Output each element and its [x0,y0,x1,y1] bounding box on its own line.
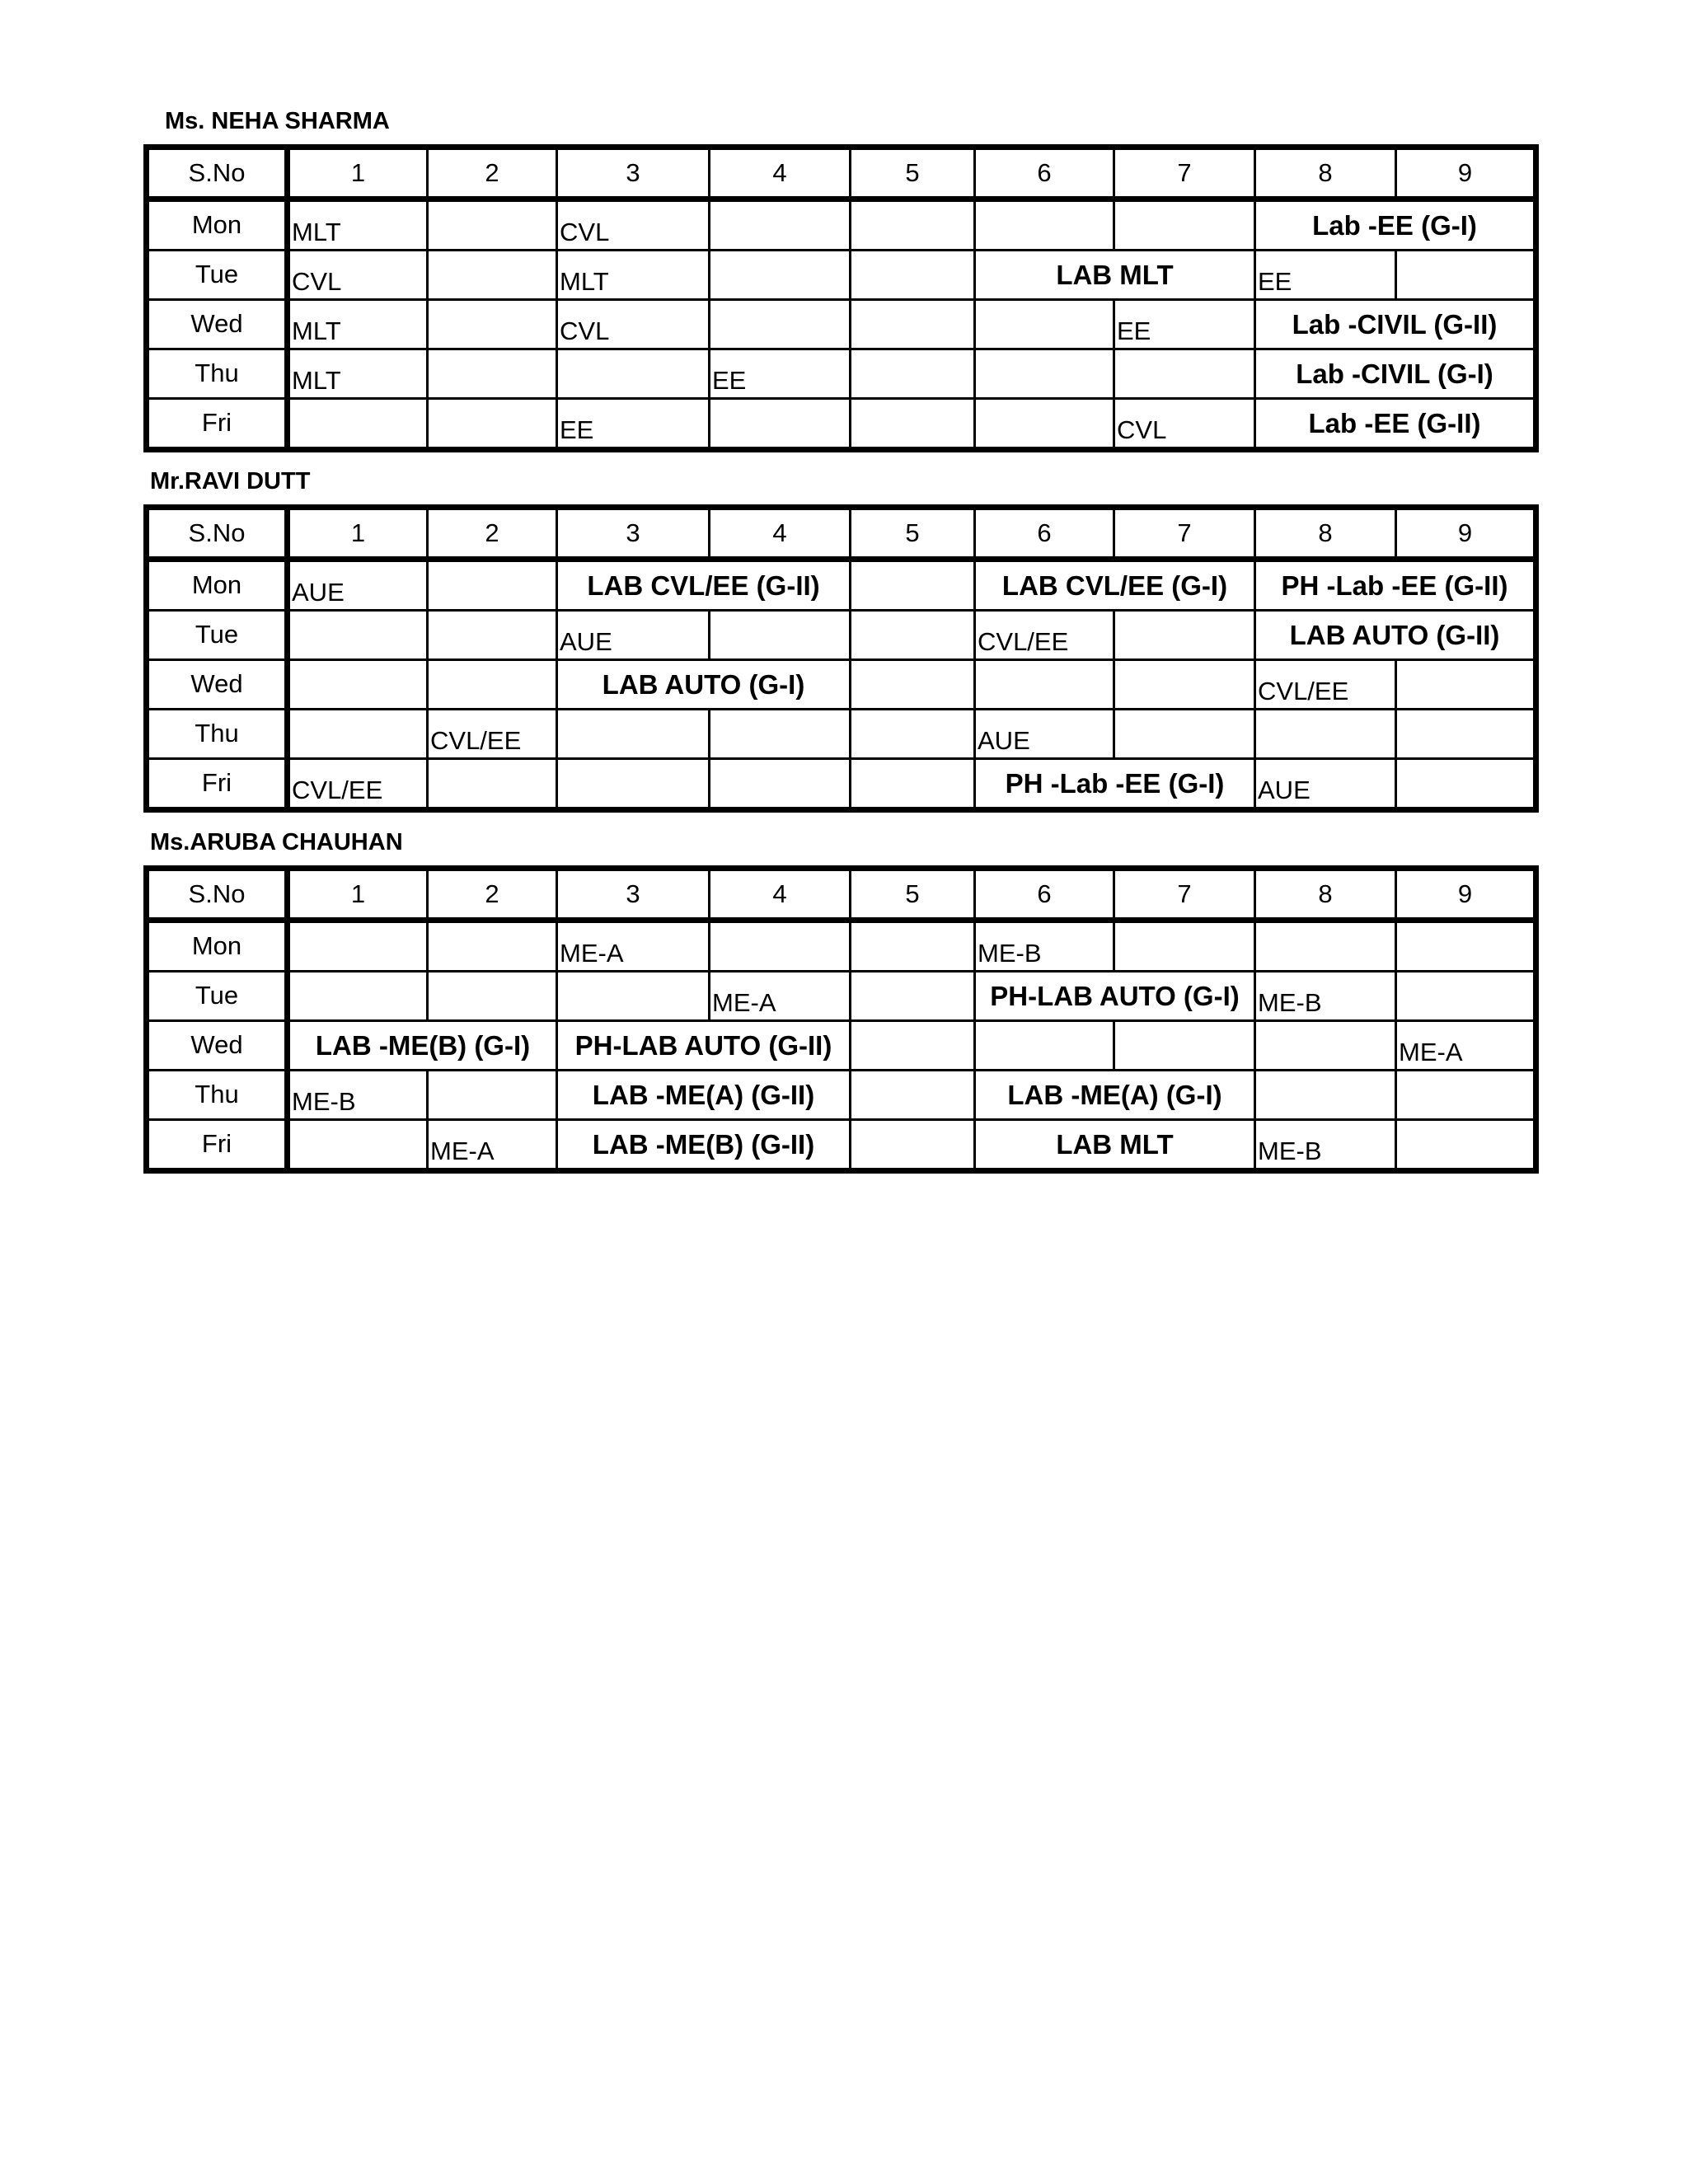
lab-session-cell: PH-LAB AUTO (G-II) [557,1021,851,1071]
day-label: Thu [147,710,288,759]
class-cell: CVL [557,300,710,349]
table-row [147,660,1536,710]
empty-cell [851,1120,975,1171]
class-cell: ME-B [975,921,1114,972]
header-row [147,148,1536,199]
table-row [147,921,1536,972]
empty-cell [851,660,975,710]
empty-cell [710,611,851,660]
empty-cell [557,972,710,1021]
empty-cell [851,1071,975,1120]
class-cell: ME-A [1396,1021,1536,1071]
empty-cell [1396,972,1536,1021]
empty-cell [851,972,975,1021]
empty-cell [975,660,1114,710]
table-row [147,349,1536,399]
period-header: 2 [428,869,557,921]
day-label: Tue [147,251,288,300]
empty-cell [288,921,428,972]
period-header: 3 [557,148,710,199]
period-header: 7 [1114,508,1255,560]
period-header: 3 [557,869,710,921]
class-cell: EE [1114,300,1255,349]
empty-cell [557,710,710,759]
header-row [147,869,1536,921]
lab-session-cell: PH -Lab -EE (G-I) [975,759,1255,810]
empty-cell [710,251,851,300]
empty-cell [288,611,428,660]
period-header: 9 [1396,148,1536,199]
empty-cell [428,199,557,251]
sno-header: S.No [147,869,288,921]
empty-cell [1255,710,1396,759]
class-cell: CVL/EE [288,759,428,810]
period-header: 9 [1396,869,1536,921]
day-label: Fri [147,759,288,810]
table-row [147,710,1536,759]
class-cell: AUE [1255,759,1396,810]
lab-session-cell: Lab -CIVIL (G-I) [1255,349,1536,399]
class-cell: CVL [288,251,428,300]
period-header: 4 [710,869,851,921]
empty-cell [1114,710,1255,759]
empty-cell [710,759,851,810]
period-header: 6 [975,508,1114,560]
empty-cell [710,710,851,759]
lab-session-cell: LAB MLT [975,1120,1255,1171]
class-cell: EE [1255,251,1396,300]
class-cell: CVL/EE [428,710,557,759]
day-label: Wed [147,660,288,710]
period-header: 6 [975,869,1114,921]
empty-cell [851,921,975,972]
empty-cell [710,199,851,251]
empty-cell [851,611,975,660]
timetable [143,865,1539,1174]
empty-cell [975,349,1114,399]
class-cell: ME-A [428,1120,557,1171]
table-row [147,611,1536,660]
teacher-name: Mr.RAVI DUTT [150,468,311,494]
empty-cell [851,1021,975,1071]
empty-cell [1396,921,1536,972]
empty-cell [428,349,557,399]
empty-cell [710,921,851,972]
day-label: Mon [147,199,288,251]
empty-cell [288,660,428,710]
empty-cell [851,251,975,300]
class-cell: MLT [557,251,710,300]
timetable [143,504,1539,813]
empty-cell [428,921,557,972]
class-cell: CVL/EE [975,611,1114,660]
class-cell: ME-B [288,1071,428,1120]
lab-session-cell: LAB -ME(B) (G-I) [288,1021,557,1071]
table-row [147,199,1536,251]
table-row [147,560,1536,611]
period-header: 9 [1396,508,1536,560]
class-cell: EE [710,349,851,399]
empty-cell [1114,199,1255,251]
empty-cell [851,349,975,399]
empty-cell [1114,660,1255,710]
empty-cell [288,399,428,450]
empty-cell [428,660,557,710]
empty-cell [851,199,975,251]
table-row [147,1120,1536,1171]
header-row [147,508,1536,560]
empty-cell [851,399,975,450]
empty-cell [1396,1071,1536,1120]
class-cell: EE [557,399,710,450]
empty-cell [428,300,557,349]
sno-header: S.No [147,148,288,199]
empty-cell [851,560,975,611]
table-row [147,300,1536,349]
empty-cell [1255,921,1396,972]
empty-cell [1114,611,1255,660]
period-header: 5 [851,508,975,560]
empty-cell [1114,349,1255,399]
period-header: 8 [1255,508,1396,560]
day-label: Fri [147,1120,288,1171]
day-label: Tue [147,972,288,1021]
empty-cell [428,611,557,660]
table-row [147,399,1536,450]
lab-session-cell: LAB CVL/EE (G-II) [557,560,851,611]
empty-cell [975,1021,1114,1071]
table-row [147,1021,1536,1071]
period-header: 5 [851,869,975,921]
empty-cell [428,251,557,300]
day-label: Thu [147,1071,288,1120]
lab-session-cell: LAB AUTO (G-I) [557,660,851,710]
empty-cell [1114,1021,1255,1071]
empty-cell [428,759,557,810]
class-cell: MLT [288,199,428,251]
class-cell: CVL [557,199,710,251]
empty-cell [557,349,710,399]
empty-cell [1114,921,1255,972]
empty-cell [428,972,557,1021]
empty-cell [428,399,557,450]
class-cell: MLT [288,349,428,399]
table-row [147,251,1536,300]
lab-session-cell: Lab -EE (G-I) [1255,199,1536,251]
period-header: 6 [975,148,1114,199]
day-label: Mon [147,921,288,972]
lab-session-cell: PH -Lab -EE (G-II) [1255,560,1536,611]
table-row [147,1071,1536,1120]
day-label: Tue [147,611,288,660]
table-row [147,972,1536,1021]
empty-cell [975,199,1114,251]
empty-cell [1396,660,1536,710]
period-header: 8 [1255,869,1396,921]
empty-cell [851,300,975,349]
empty-cell [975,300,1114,349]
lab-session-cell: LAB -ME(A) (G-I) [975,1071,1255,1120]
table-row [147,759,1536,810]
class-cell: ME-B [1255,1120,1396,1171]
empty-cell [1255,1071,1396,1120]
lab-session-cell: LAB AUTO (G-II) [1255,611,1536,660]
day-label: Wed [147,300,288,349]
class-cell: ME-B [1255,972,1396,1021]
class-cell: CVL/EE [1255,660,1396,710]
lab-session-cell: PH-LAB AUTO (G-I) [975,972,1255,1021]
empty-cell [851,710,975,759]
empty-cell [288,972,428,1021]
empty-cell [1255,1021,1396,1071]
empty-cell [1396,759,1536,810]
class-cell: AUE [975,710,1114,759]
period-header: 1 [288,869,428,921]
empty-cell [557,759,710,810]
period-header: 1 [288,148,428,199]
lab-session-cell: LAB -ME(B) (G-II) [557,1120,851,1171]
period-header: 4 [710,148,851,199]
empty-cell [288,1120,428,1171]
empty-cell [1396,251,1536,300]
day-label: Thu [147,349,288,399]
lab-session-cell: LAB -ME(A) (G-II) [557,1071,851,1120]
teacher-name: Ms.ARUBA CHAUHAN [150,829,403,855]
teacher-name: Ms. NEHA SHARMA [165,108,390,134]
day-label: Fri [147,399,288,450]
empty-cell [428,560,557,611]
period-header: 3 [557,508,710,560]
class-cell: CVL [1114,399,1255,450]
period-header: 2 [428,508,557,560]
period-header: 2 [428,148,557,199]
period-header: 7 [1114,869,1255,921]
empty-cell [710,399,851,450]
empty-cell [1396,1120,1536,1171]
sno-header: S.No [147,508,288,560]
day-label: Mon [147,560,288,611]
empty-cell [428,1071,557,1120]
timetable [143,144,1539,452]
lab-session-cell: Lab -CIVIL (G-II) [1255,300,1536,349]
empty-cell [710,300,851,349]
class-cell: ME-A [557,921,710,972]
empty-cell [851,759,975,810]
class-cell: ME-A [710,972,851,1021]
class-cell: MLT [288,300,428,349]
period-header: 8 [1255,148,1396,199]
lab-session-cell: LAB MLT [975,251,1255,300]
period-header: 7 [1114,148,1255,199]
period-header: 1 [288,508,428,560]
period-header: 5 [851,148,975,199]
period-header: 4 [710,508,851,560]
day-label: Wed [147,1021,288,1071]
class-cell: AUE [288,560,428,611]
empty-cell [1396,710,1536,759]
lab-session-cell: LAB CVL/EE (G-I) [975,560,1255,611]
empty-cell [975,399,1114,450]
empty-cell [288,710,428,759]
class-cell: AUE [557,611,710,660]
lab-session-cell: Lab -EE (G-II) [1255,399,1536,450]
